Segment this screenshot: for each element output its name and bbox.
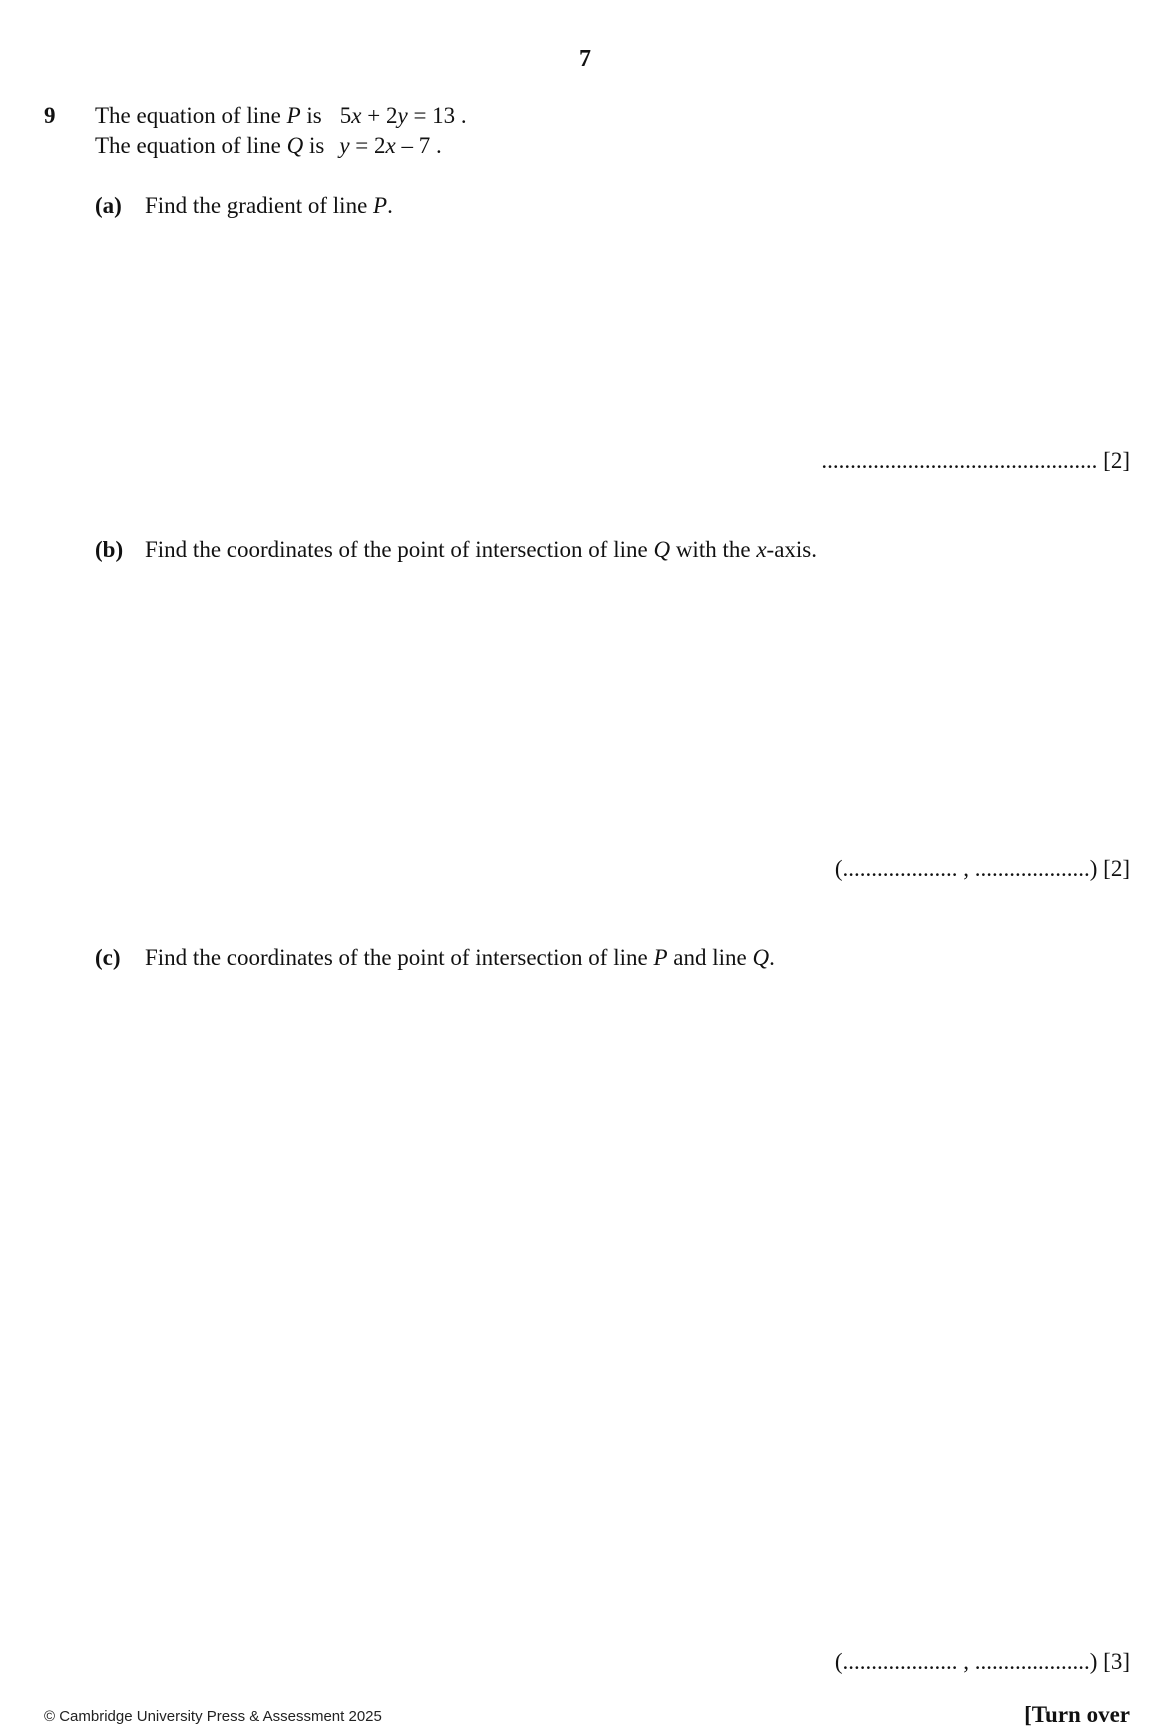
eq-term: – 7 . [395, 133, 442, 158]
eq-var: x [351, 103, 362, 128]
part-a-question [95, 191, 393, 221]
stem-text: is [303, 133, 325, 158]
part-b-text: Find the coordinates of the point of intersection of line [145, 537, 654, 562]
equation-line-q [339, 131, 441, 161]
part-c-question [95, 943, 775, 973]
part-c-text-end: . [769, 945, 775, 970]
answer-dots[interactable]: ................................................ [821, 448, 1098, 473]
part-b-answer-line[interactable] [835, 854, 1130, 884]
stem-text: The equation of line [95, 103, 287, 128]
answer-coordinates[interactable]: (.................... , ....................) [834, 1649, 1098, 1674]
question-number: 9 [44, 103, 56, 128]
part-b-text-end: -axis. [766, 537, 817, 562]
eq-term: = 13 . [407, 103, 467, 128]
part-b-marks: [2] [1103, 856, 1130, 881]
eq-term: = 2 [349, 133, 386, 158]
part-b-text-mid: with the [670, 537, 757, 562]
eq-var: y [397, 103, 408, 128]
part-c-answer-line[interactable] [835, 1647, 1130, 1677]
part-b-var: Q [653, 537, 671, 562]
stem-text: is [300, 103, 322, 128]
part-c-text-mid: and line [667, 945, 753, 970]
part-c-var-p: P [653, 945, 668, 970]
turn-over-label: [Turn over [1024, 1702, 1130, 1727]
part-a-text-end: . [387, 193, 393, 218]
eq-term: 5 [339, 103, 352, 128]
line-p-var: P [286, 103, 301, 128]
part-b-question [95, 535, 817, 565]
eq-var: x [385, 133, 396, 158]
part-c-marks: [3] [1103, 1649, 1130, 1674]
copyright-footer: © Cambridge University Press & Assessment 2025 [44, 1708, 382, 1725]
part-a-text: Find the gradient of line [145, 193, 374, 218]
question-stem-line-q [95, 131, 442, 161]
part-a-answer-line[interactable] [821, 446, 1130, 476]
part-c-label: (c) [95, 945, 121, 970]
eq-term: + 2 [361, 103, 398, 128]
stem-text: The equation of line [95, 133, 287, 158]
page-number: 7 [579, 46, 591, 72]
part-c-var-q: Q [752, 945, 770, 970]
part-a-var: P [373, 193, 388, 218]
part-a-marks: [2] [1103, 448, 1130, 473]
answer-coordinates[interactable]: (.................... , ....................) [834, 856, 1098, 881]
part-b-axis-var: x [756, 537, 767, 562]
part-b-label: (b) [95, 537, 124, 562]
eq-var: y [339, 133, 350, 158]
part-a-label: (a) [95, 193, 122, 218]
part-c-text: Find the coordinates of the point of intersection of line [145, 945, 654, 970]
question-stem-line-p [95, 101, 467, 131]
equation-line-p [340, 101, 467, 131]
line-q-var: Q [286, 133, 304, 158]
